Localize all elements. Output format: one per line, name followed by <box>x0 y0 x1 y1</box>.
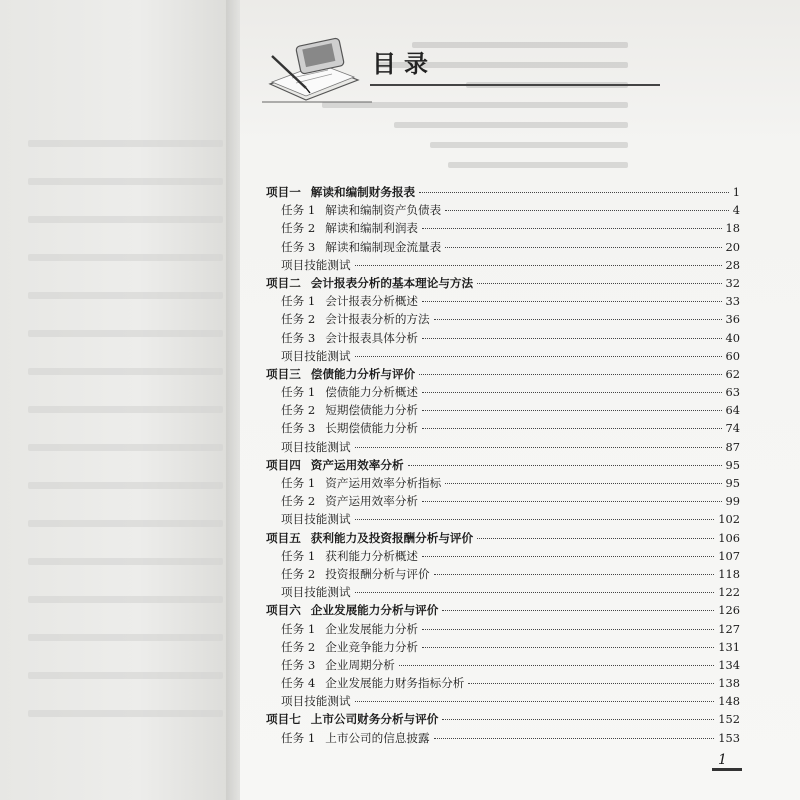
toc-entry-number: 任务 1 <box>281 203 316 218</box>
toc-entry-label: 偿债能力分析概述 <box>325 385 419 400</box>
toc-entry-page: 107 <box>718 548 740 563</box>
toc-project-entry <box>266 365 740 383</box>
toc-entry-number: 任务 3 <box>281 330 316 345</box>
toc-entry-page: 131 <box>718 639 740 654</box>
toc-task-entry <box>266 383 740 401</box>
toc-entry-number: 任务 2 <box>281 566 316 581</box>
toc-entry-page: 95 <box>725 457 740 472</box>
dot-leader <box>422 501 721 502</box>
toc-entry-page: 28 <box>725 257 740 272</box>
dot-leader <box>445 247 721 248</box>
toc-entry-number: 任务 3 <box>281 421 316 436</box>
dot-leader <box>422 556 714 557</box>
dot-leader <box>422 301 721 302</box>
toc-entry-label: 项目技能测试 <box>281 585 351 600</box>
left-facing-page <box>0 0 232 800</box>
toc-entry-number: 任务 2 <box>281 403 316 418</box>
toc-entry-page: 64 <box>725 403 740 418</box>
dot-leader <box>419 374 721 375</box>
toc-entry-label: 企业竞争能力分析 <box>325 639 419 654</box>
toc-project-entry <box>266 456 740 474</box>
dot-leader <box>422 428 721 429</box>
toc-task-entry <box>266 547 740 565</box>
dot-leader <box>442 719 714 720</box>
toc-entry-page: 62 <box>725 366 740 381</box>
toc-project-entry <box>266 710 740 728</box>
toc-entry-label: 解读和编制现金流量表 <box>325 239 442 254</box>
toc-entry-label: 上市公司财务分析与评价 <box>310 712 439 727</box>
toc-entry-label: 企业发展能力分析 <box>325 621 419 636</box>
dot-leader <box>468 683 714 684</box>
toc-entry-number: 项目三 <box>266 366 301 381</box>
toc-entry-label: 会计报表具体分析 <box>325 330 419 345</box>
toc-entry-label: 项目技能测试 <box>281 694 351 709</box>
toc-entry-label: 项目技能测试 <box>281 257 351 272</box>
toc-entry-page: 74 <box>725 421 740 436</box>
toc-entry-number: 项目七 <box>266 712 301 727</box>
toc-task-entry <box>266 329 740 347</box>
toc-entry-page: 153 <box>718 730 740 745</box>
dot-leader <box>355 265 722 266</box>
toc-entry-page: 106 <box>718 530 740 545</box>
toc-entry-page: 122 <box>718 585 740 600</box>
toc-entry-label: 会计报表分析概述 <box>325 294 419 309</box>
dot-leader <box>422 647 714 648</box>
toc-entry-number: 任务 1 <box>281 621 316 636</box>
toc-entry-number: 任务 1 <box>281 294 316 309</box>
title-underline <box>370 84 660 86</box>
toc-entry-page: 138 <box>718 676 740 691</box>
page-number: 1 <box>718 752 727 768</box>
dot-leader <box>442 610 714 611</box>
page-number-rule <box>712 768 742 771</box>
toc-project-entry <box>266 183 740 201</box>
toc-entry-page: 33 <box>725 294 740 309</box>
toc-task-entry <box>266 565 740 583</box>
toc-project-entry <box>266 274 740 292</box>
toc-task-entry <box>266 401 740 419</box>
dot-leader <box>355 701 715 702</box>
toc-test-entry <box>266 583 740 601</box>
dot-leader <box>422 629 714 630</box>
toc-entry-number: 任务 4 <box>281 676 316 691</box>
toc-entry-number: 项目五 <box>266 530 301 545</box>
toc-entry-number: 任务 3 <box>281 657 316 672</box>
toc-entry-page: 63 <box>725 385 740 400</box>
toc-entry-number: 项目二 <box>266 275 301 290</box>
toc-entry-page: 152 <box>718 712 740 727</box>
dot-leader <box>477 538 714 539</box>
dot-leader <box>445 210 729 211</box>
toc-entry-number: 任务 1 <box>281 476 316 490</box>
toc-entry-page: 134 <box>718 657 740 672</box>
toc-entry-number: 项目一 <box>266 185 301 199</box>
toc-entry-label: 长期偿债能力分析 <box>325 421 419 436</box>
toc-entry-label: 解读和编制财务报表 <box>310 185 416 199</box>
toc-entry-label: 短期偿债能力分析 <box>325 403 419 418</box>
table-of-contents <box>266 183 740 747</box>
dot-leader <box>477 283 721 284</box>
dot-leader <box>434 574 715 575</box>
page-title: 目录 <box>372 50 436 78</box>
dot-leader <box>408 465 722 466</box>
dot-leader <box>422 392 721 393</box>
toc-test-entry <box>266 347 740 365</box>
toc-task-entry <box>266 620 740 638</box>
toc-entry-page: 127 <box>718 621 740 636</box>
toc-task-entry <box>266 729 740 747</box>
toc-entry-label: 企业发展能力分析与评价 <box>310 603 439 618</box>
toc-task-entry <box>266 674 740 692</box>
toc-entry-label: 偿债能力分析与评价 <box>310 366 416 381</box>
notebook-pen-icon <box>262 36 372 108</box>
toc-entry-label: 会计报表分析的基本理论与方法 <box>310 275 474 290</box>
toc-entry-page: 36 <box>725 312 740 327</box>
toc-entry-label: 解读和编制利润表 <box>325 221 419 236</box>
toc-entry-number: 任务 1 <box>281 548 316 563</box>
toc-project-entry <box>266 529 740 547</box>
dot-leader <box>355 519 715 520</box>
toc-entry-page: 40 <box>725 330 740 345</box>
dot-leader <box>434 738 715 739</box>
dot-leader <box>355 592 715 593</box>
toc-entry-number: 任务 3 <box>281 239 316 254</box>
toc-entry-number: 任务 2 <box>281 312 316 327</box>
toc-task-entry <box>266 419 740 437</box>
toc-entry-label: 获利能力及投资报酬分析与评价 <box>310 530 474 545</box>
toc-entry-label: 企业发展能力财务指标分析 <box>325 676 465 691</box>
dot-leader <box>422 338 721 339</box>
toc-entry-page: 102 <box>718 512 740 527</box>
dot-leader <box>445 483 721 484</box>
toc-entry-page: 126 <box>718 603 740 618</box>
toc-entry-page: 60 <box>725 348 740 363</box>
toc-entry-page: 87 <box>725 439 740 454</box>
toc-entry-label: 资产运用效率分析 <box>310 457 404 472</box>
toc-entry-number: 任务 2 <box>281 494 316 509</box>
toc-task-entry <box>266 292 740 310</box>
toc-entry-label: 解读和编制资产负债表 <box>325 203 442 218</box>
dot-leader <box>434 319 722 320</box>
dot-leader <box>422 410 721 411</box>
toc-entry-page: 18 <box>725 221 740 236</box>
dot-leader <box>399 665 714 666</box>
toc-entry-label: 项目技能测试 <box>281 348 351 363</box>
toc-entry-label: 资产运用效率分析 <box>325 494 419 509</box>
toc-entry-label: 项目技能测试 <box>281 512 351 527</box>
toc-task-entry <box>266 492 740 510</box>
toc-entry-page: 95 <box>725 476 740 490</box>
toc-entry-page: 99 <box>725 494 740 509</box>
toc-entry-label: 会计报表分析的方法 <box>325 312 430 327</box>
toc-task-entry <box>266 638 740 656</box>
toc-entry-number: 任务 1 <box>281 385 316 400</box>
toc-header <box>262 30 592 102</box>
toc-task-entry <box>266 474 740 492</box>
toc-entry-label: 资产运用效率分析指标 <box>325 476 442 490</box>
dot-leader <box>355 356 722 357</box>
dot-leader <box>355 447 722 448</box>
toc-entry-label: 获利能力分析概述 <box>325 548 419 563</box>
toc-test-entry <box>266 692 740 710</box>
toc-entry-page: 118 <box>718 566 740 581</box>
toc-entry-number: 项目六 <box>266 603 301 618</box>
toc-entry-label: 上市公司的信息披露 <box>325 730 430 745</box>
toc-entry-number: 任务 1 <box>281 730 316 745</box>
dot-leader <box>419 192 729 193</box>
toc-entry-label: 项目技能测试 <box>281 439 351 454</box>
dot-leader <box>422 228 721 229</box>
toc-task-entry <box>266 219 740 237</box>
toc-entry-page: 1 <box>732 185 740 199</box>
toc-task-entry <box>266 238 740 256</box>
toc-test-entry <box>266 256 740 274</box>
toc-test-entry <box>266 438 740 456</box>
toc-entry-number: 项目四 <box>266 457 301 472</box>
toc-entry-page: 4 <box>732 203 740 218</box>
toc-entry-label: 投资报酬分析与评价 <box>325 566 430 581</box>
toc-project-entry <box>266 601 740 619</box>
toc-entry-page: 32 <box>725 275 740 290</box>
toc-entry-page: 20 <box>725 239 740 254</box>
toc-entry-number: 任务 2 <box>281 221 316 236</box>
toc-entry-number: 任务 2 <box>281 639 316 654</box>
toc-test-entry <box>266 510 740 528</box>
toc-task-entry <box>266 310 740 328</box>
toc-task-entry <box>266 656 740 674</box>
toc-task-entry <box>266 201 740 219</box>
toc-entry-page: 148 <box>718 694 740 709</box>
toc-entry-label: 企业周期分析 <box>325 657 395 672</box>
